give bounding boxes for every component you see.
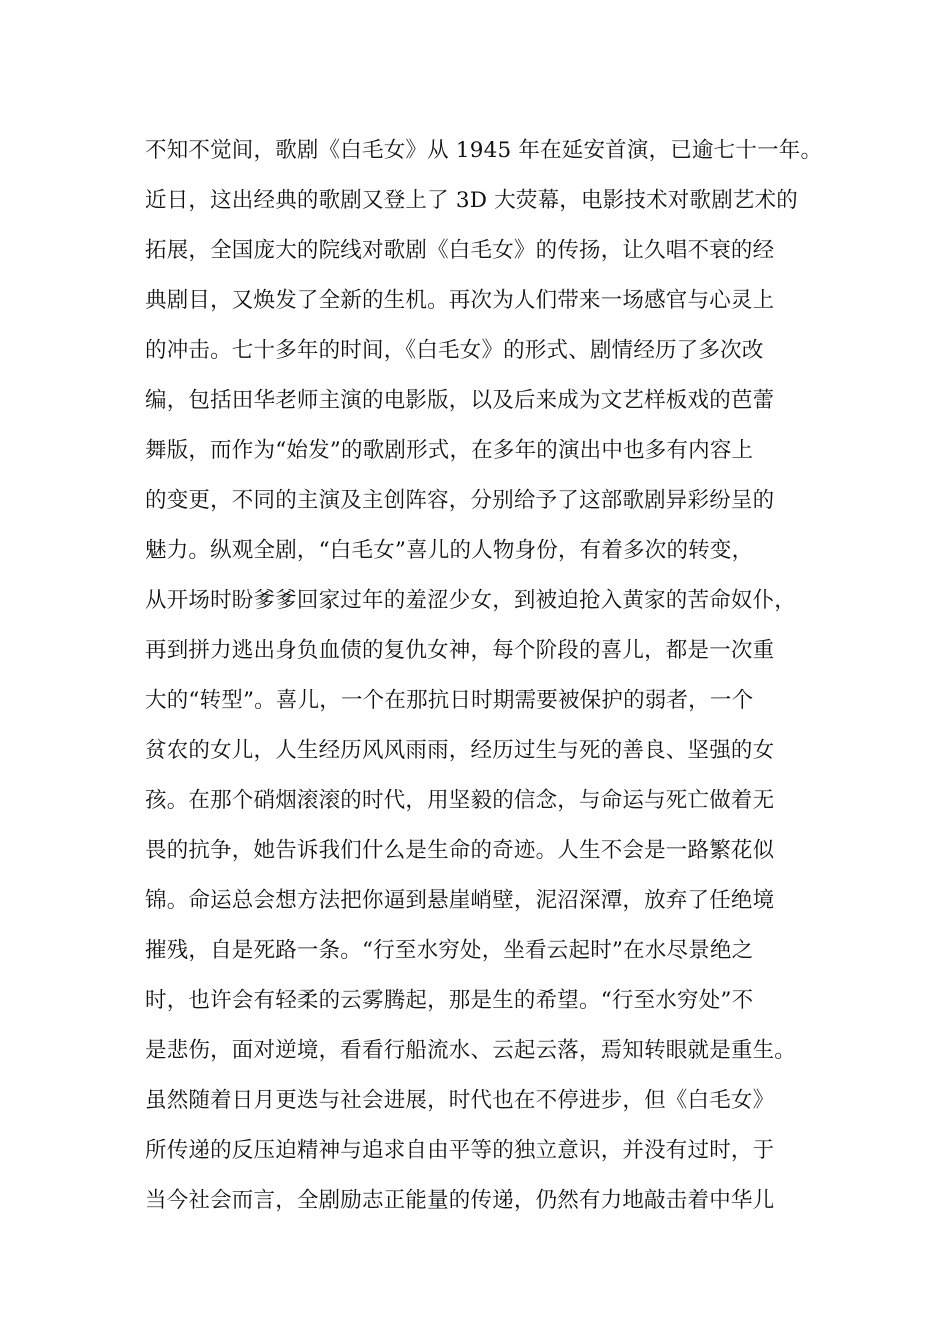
- text-line-3: 拓展，全国庞大的院线对歌剧《白毛女》的传扬，让久唱不衰的经: [145, 238, 775, 263]
- text-line-7: 舞版，而作为“始发”的歌剧形式，在多年的演出中也多有内容上: [145, 438, 754, 463]
- text-line-9: 魅力。纵观全剧，“白毛女”喜儿的人物身份，有着多次的转变，: [145, 538, 754, 563]
- text-line-4: 典剧目，又焕发了全新的生机。再次为人们带来一场感官与心灵上: [145, 288, 775, 313]
- text-line-2: 近日，这出经典的歌剧又登上了 3D 大荧幕，电影技术对歌剧艺术的: [145, 188, 798, 213]
- text-line-1: 不知不觉间，歌剧《白毛女》从 1945 年在延安首演，已逾七十一年。: [145, 138, 823, 163]
- text-line-16: 锦。命运总会想方法把你逼到悬崖峭壁，泥沼深潭，放弃了任绝境: [145, 888, 775, 913]
- text-line-21: 所传递的反压迫精神与追求自由平等的独立意识，并没有过时，于: [145, 1138, 775, 1163]
- body-text: [145, 126, 845, 1226]
- text-line-19: 是悲伤，面对逆境，看看行船流水、云起云落，焉知转眼就是重生。: [145, 1038, 797, 1063]
- text-line-6: 编，包括田华老师主演的电影版，以及后来成为文艺样板戏的芭蕾: [145, 388, 775, 413]
- text-line-5: 的冲击。七十多年的时间，《白毛女》的形式、剧情经历了多次改: [145, 338, 764, 363]
- text-line-11: 再到拼力逃出身负血债的复仇女神，每个阶段的喜儿，都是一次重: [145, 638, 775, 663]
- text-line-17: 摧残，自是死路一条。“行至水穷处，坐看云起时”在水尽景绝之: [145, 938, 754, 963]
- text-line-8: 的变更，不同的主演及主创阵容，分别给予了这部歌剧异彩纷呈的: [145, 488, 775, 513]
- text-line-15: 畏的抗争，她告诉我们什么是生命的奇迹。人生不会是一路繁花似: [145, 838, 775, 863]
- text-line-20: 虽然随着日月更迭与社会进展，时代也在不停进步，但《白毛女》: [145, 1088, 775, 1113]
- text-line-22: 当今社会而言，全剧励志正能量的传递，仍然有力地敲击着中华儿: [145, 1188, 775, 1213]
- text-line-10: 从开场时盼爹爹回家过年的羞涩少女，到被迫抢入黄家的苦命奴仆，: [145, 588, 797, 613]
- text-line-14: 孩。在那个硝烟滚滚的时代，用坚毅的信念，与命运与死亡做着无: [145, 788, 775, 813]
- text-line-18: 时，也许会有轻柔的云雾腾起，那是生的希望。“行至水穷处”不: [145, 988, 754, 1013]
- text-line-13: 贫农的女儿，人生经历风风雨雨，经历过生与死的善良、坚强的女: [145, 738, 775, 763]
- text-line-12: 大的“转型”。喜儿，一个在那抗日时期需要被保护的弱者，一个: [145, 688, 754, 713]
